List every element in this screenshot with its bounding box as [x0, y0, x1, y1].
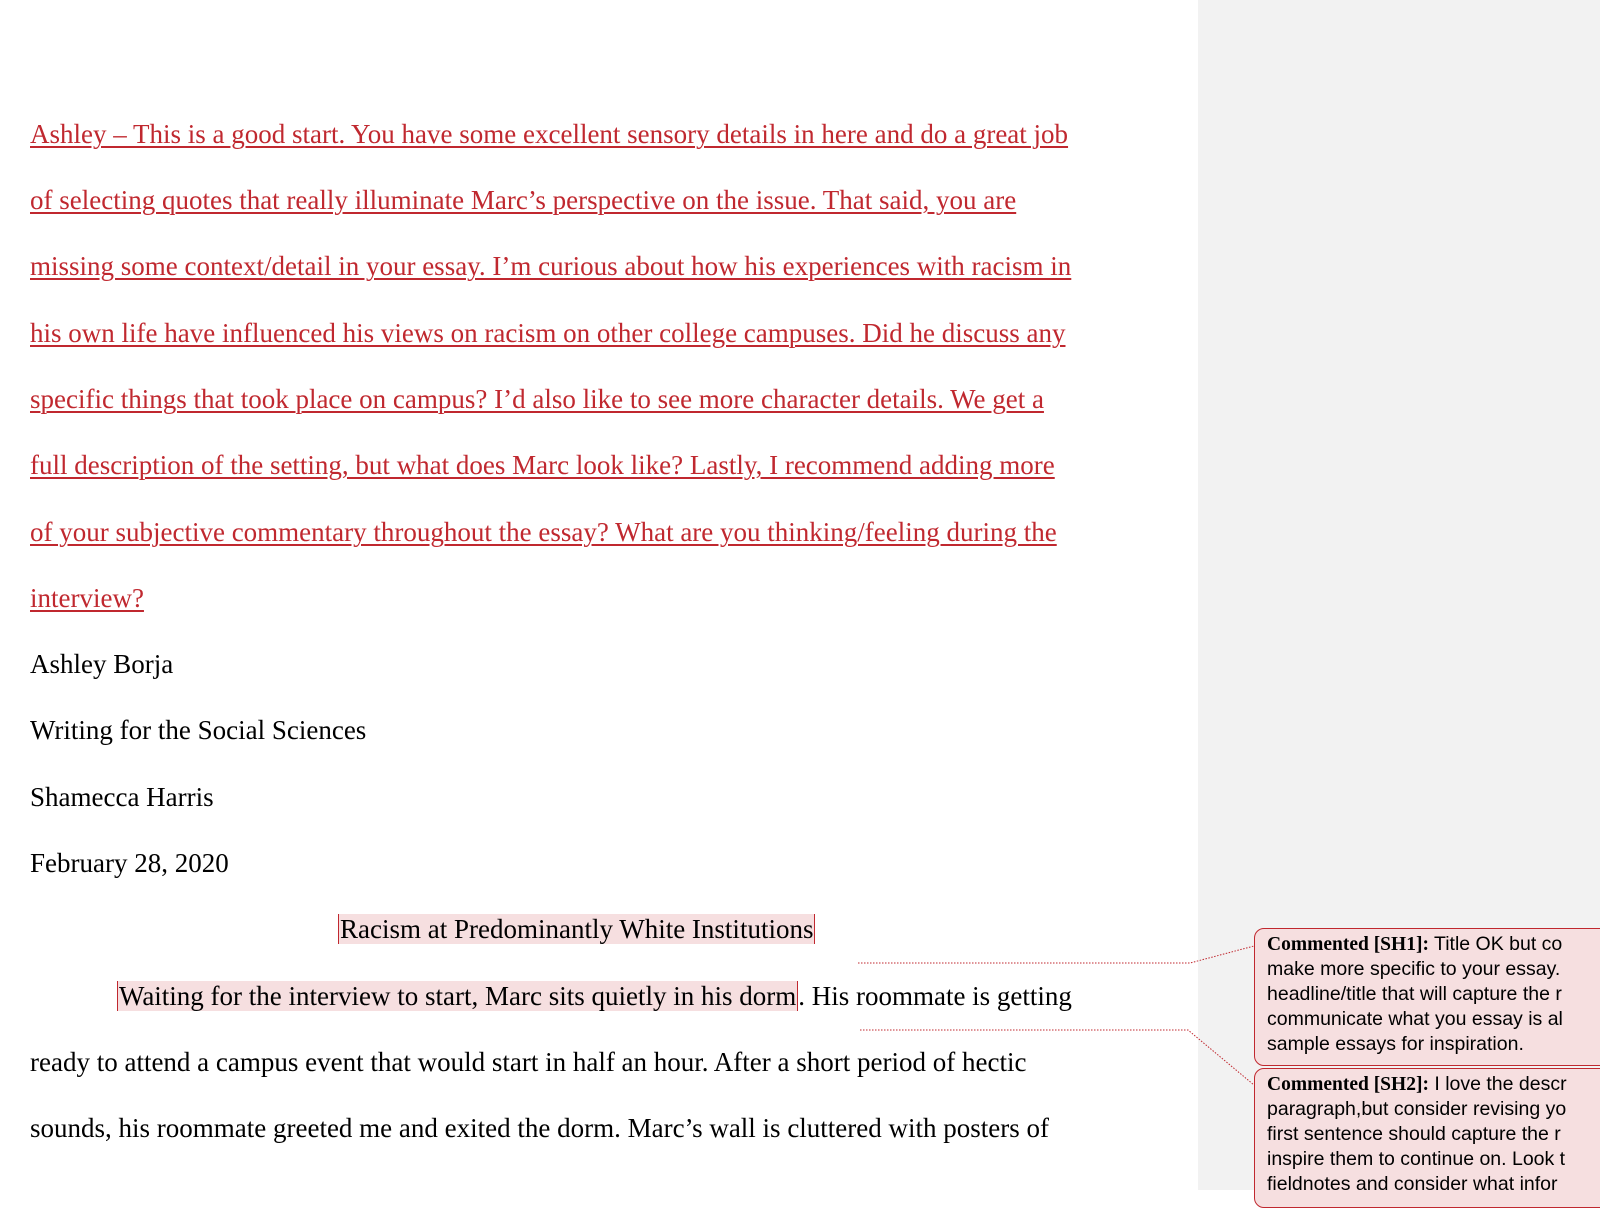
- feedback-line: interview?: [30, 583, 144, 613]
- comment-anchor-sh2[interactable]: Waiting for the interview to start, Marc sits quietly in his dorm: [119, 981, 797, 1011]
- comment-row: [1267, 932, 1600, 957]
- comment-text: make more specific to your essay.: [1267, 958, 1561, 980]
- feedback-line: of selecting quotes that really illuminate Marc’s perspective on the issue. That said, you are: [30, 185, 1017, 215]
- comment-text: I love the descr: [1434, 1073, 1567, 1095]
- comment-text: first sentence should capture the r: [1267, 1123, 1561, 1145]
- feedback-line: missing some context/detail in your essay. I’m curious about how his experiences with racism in: [30, 251, 1072, 281]
- comment-balloon-sh1[interactable]: [1254, 928, 1600, 1066]
- student-name: Ashley Borja: [30, 649, 174, 679]
- feedback-line: his own life have influenced his views on racism on other college campuses. Did he discuss any: [30, 318, 1066, 348]
- comment-text: communicate what you essay is al: [1267, 1008, 1563, 1030]
- comment-text: inspire them to continue on. Look t: [1267, 1148, 1566, 1170]
- feedback-line: specific things that took place on campus? I’d also like to see more character details. We get a: [30, 384, 1044, 414]
- essay-date: February 28, 2020: [30, 848, 229, 878]
- connector-sh1: [858, 946, 1254, 963]
- feedback-line: of your subjective commentary throughout the essay? What are you thinking/feeling during the: [30, 517, 1057, 547]
- comment-tag: Commented [SH1]:: [1267, 934, 1429, 955]
- feedback-line: full description of the setting, but what does Marc look like? Lastly, I recommend adding more: [30, 450, 1055, 480]
- comment-text: headline/title that will capture the r: [1267, 983, 1562, 1005]
- feedback-line: Ashley – This is a good start. You have some excellent sensory details in here and do a great job: [30, 119, 1069, 149]
- essay-body-line: ready to attend a campus event that would start in half an hour. After a short period of hectic: [30, 1047, 1027, 1077]
- comment-text: sample essays for inspiration.: [1267, 1033, 1524, 1055]
- instructor-name: Shamecca Harris: [30, 782, 214, 812]
- comment-anchor-sh1[interactable]: Racism at Predominantly White Institutions: [340, 914, 814, 944]
- connector-sh2: [860, 1030, 1254, 1085]
- essay-body-line: sounds, his roommate greeted me and exited the dorm. Marc’s wall is cluttered with posters of: [30, 1113, 1049, 1143]
- comment-tag: Commented [SH2]:: [1267, 1074, 1429, 1095]
- course-name: Writing for the Social Sciences: [30, 715, 367, 745]
- first-line-rest: . His roommate is getting: [798, 981, 1072, 1011]
- comment-text: fieldnotes and consider what infor: [1267, 1173, 1558, 1195]
- comment-row: [1267, 1072, 1600, 1097]
- comment-text: Title OK but co: [1434, 933, 1563, 955]
- comment-balloon-sh2[interactable]: [1254, 1068, 1600, 1208]
- comment-text: paragraph,but consider revising yo: [1267, 1098, 1567, 1120]
